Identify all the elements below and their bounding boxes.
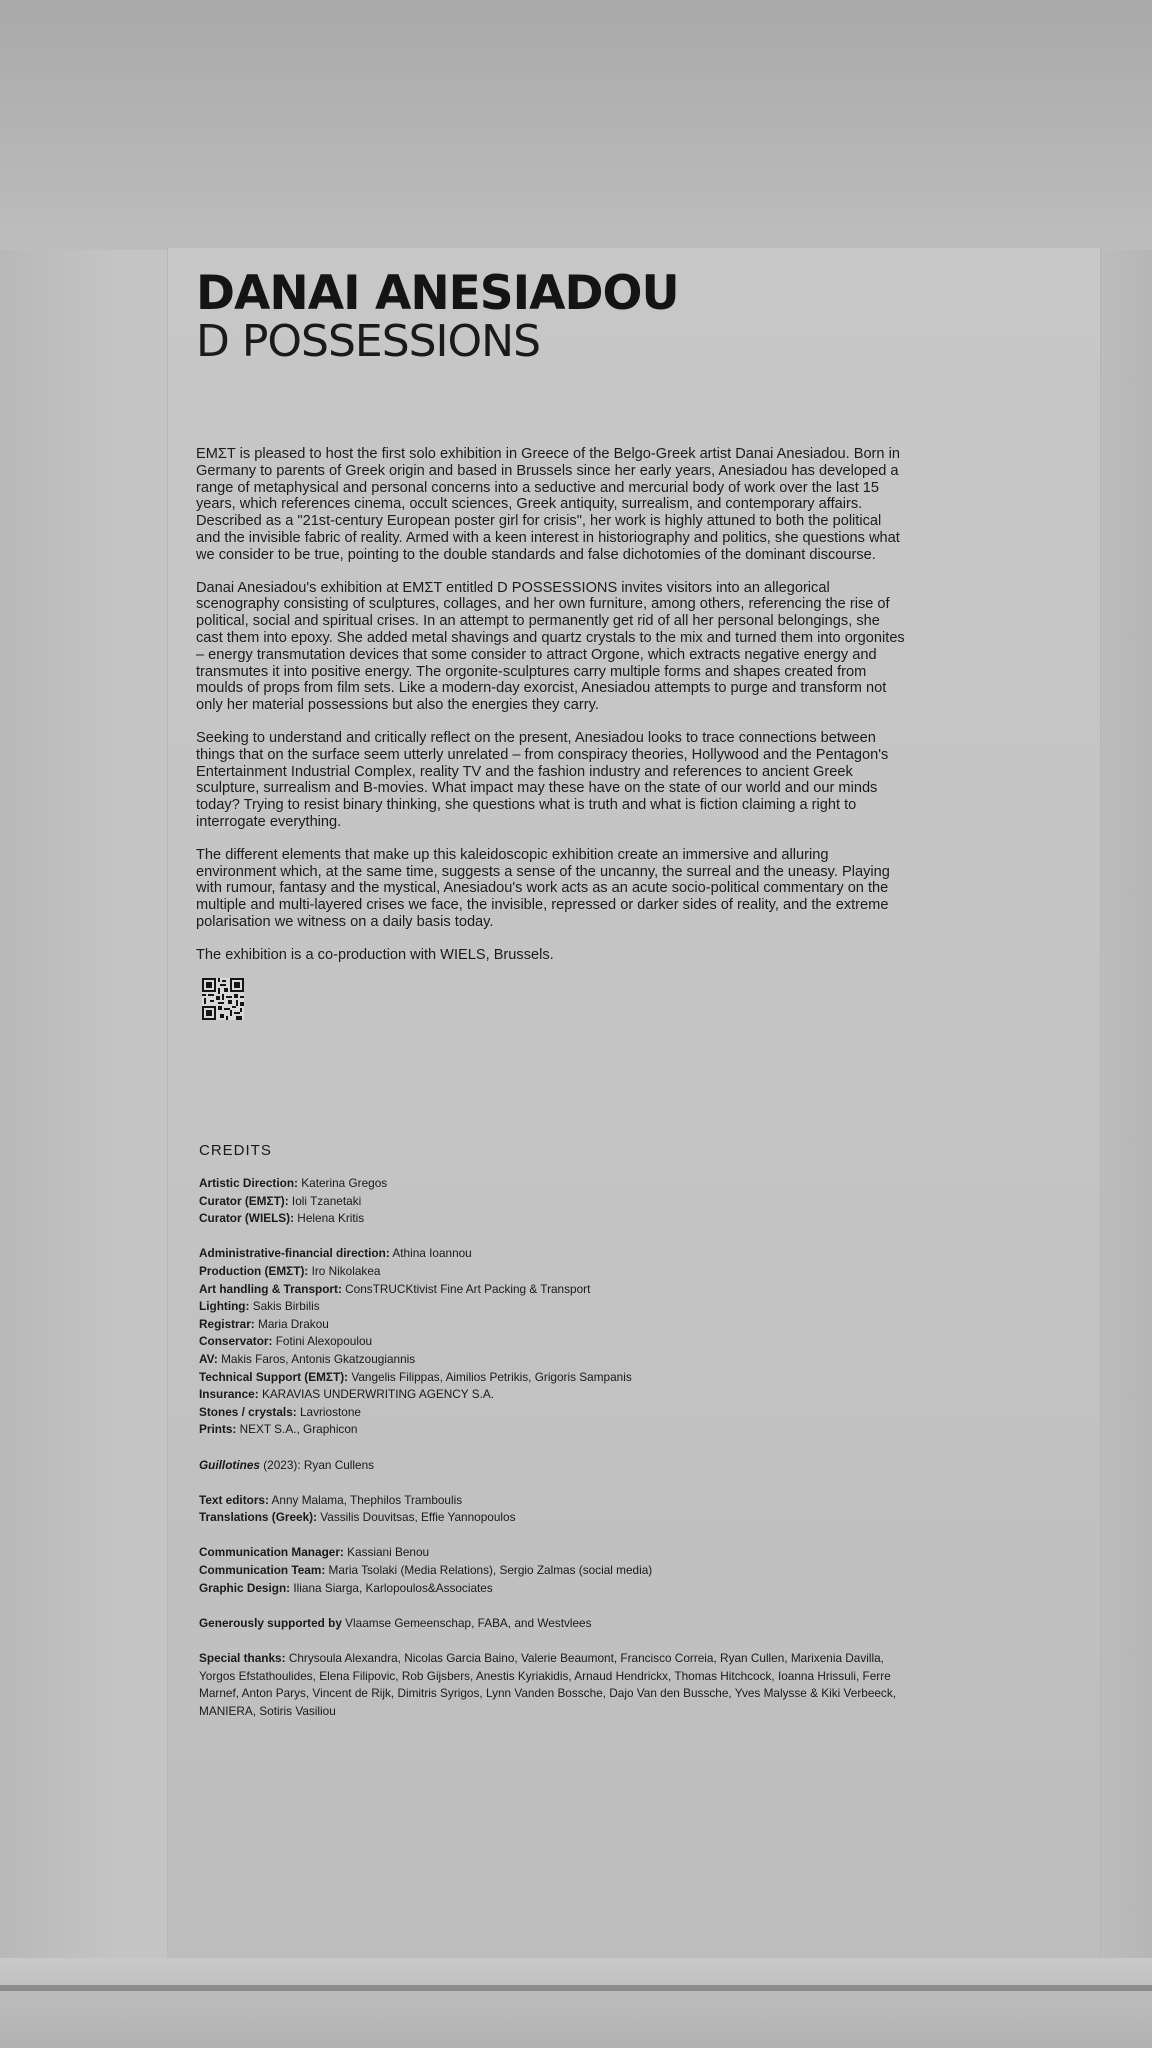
exhibition-description: [196, 446, 906, 964]
credit-value: Maria Tsolaki (Media Relations), Sergio Zalmas (social media): [325, 1563, 653, 1578]
credit-line: [199, 1316, 899, 1334]
credit-role: Curator (EMΣT):: [199, 1193, 289, 1208]
credit-value: Kassiani Benou: [343, 1545, 430, 1560]
credit-value: Makis Faros, Antonis Gkatzougiannis: [217, 1351, 416, 1366]
credit-role: Conservator:: [199, 1334, 273, 1349]
credit-group-curators: [199, 1175, 899, 1228]
credit-line: [199, 1210, 899, 1228]
credit-value: Chrysoula Alexandra, Nicolas Garcia Baino, Valerie Beaumont, Francisco Correia, Ryan Cullen, Marixenia Davilla, Yorgos Efstathoulides, Elena Filipovic, Rob Gijsbers, Anestis Kyriakidis, Arnaud Hendrickx, Thomas Hitchcock, Ioanna Hrissuli, Ferre Marnef, Anton Parys, Vincent de Rijk, Dimitris Syrigos, Lynn Vanden Bossche, Dajo Van den Bussche, Yves Malysse & Kiki Verbeeck, MANIERA, Sotiris Vasiliou: [199, 1651, 897, 1718]
description-paragraph: The exhibition is a co-production with WIELS, Brussels.: [196, 946, 554, 963]
artist-name: DANAI ANESIADOU: [196, 266, 679, 321]
credit-value: Iliana Siarga, Karlopoulos&Associates: [290, 1580, 493, 1595]
credit-group-thanks: [199, 1650, 899, 1720]
credit-role: Stones / crystals:: [199, 1404, 297, 1419]
credit-group-production: [199, 1245, 899, 1439]
credit-value: Ioli Tzanetaki: [288, 1193, 362, 1208]
credit-role: Text editors:: [199, 1492, 269, 1507]
credit-line: [199, 1562, 899, 1580]
description-paragraph: Danai Anesiadou's exhibition at EMΣT entitled D POSSESSIONS invites visitors into an allegorical scenography consisting of sculptures, collages, and her own furniture, among others, referencing the rise of political, social and spiritual crises. In an attempt to permanently get rid of all her personal belongings, she cast them into epoxy. She added metal shavings and quartz crystals to the mix and turned them into orgonites – energy transmutation devices that some consider to attract Orgone, which extracts negative energy and transmutes it into positive energy. The orgonite-sculptures carry multiple forms and shapes created from moulds of props from film sets. Like a modern-day exorcist, Anesiadou attempts to purge and transform not only her material possessions but also the energies they carry.: [196, 579, 905, 714]
credit-group-support: [199, 1615, 899, 1633]
credit-value: Vangelis Filippas, Aimilios Petrikis, Grigoris Sampanis: [348, 1369, 632, 1384]
credit-line: [199, 1245, 899, 1263]
credit-line: [199, 1263, 899, 1281]
credit-role: Production (EMΣT):: [199, 1263, 309, 1278]
wall-skirting: [0, 1958, 1152, 1986]
credit-value: ConsTRUCKtivist Fine Art Packing & Transport: [341, 1281, 591, 1296]
credit-value: (2023): Ryan Cullens: [259, 1457, 375, 1472]
description-paragraph: Seeking to understand and critically reflect on the present, Anesiadou looks to trace connections between things that on the surface seem utterly unrelated – from conspiracy theories, Hollywood and the Pentagon's Entertainment Industrial Complex, reality TV and the fashion industry and references to ancient Greek sculpture, surrealism and B-movies. What impact may these have on the state of our world and our minds today? Trying to resist binary thinking, she questions what is truth and what is fiction claiming a right to interrogate everything.: [196, 729, 889, 830]
credits-section: [199, 1142, 899, 1738]
credit-role: Art handling & Transport:: [199, 1281, 342, 1296]
credit-value: Vlaamse Gemeenschap, FABA, and Westvlees: [341, 1615, 592, 1630]
credit-role: Communication Manager:: [199, 1545, 344, 1560]
credit-value: Vassilis Douvitsas, Effie Yannopoulos: [317, 1510, 516, 1525]
credit-line: [199, 1421, 899, 1439]
credit-group-communication: [199, 1544, 899, 1597]
credit-role: AV:: [199, 1351, 218, 1366]
credit-line: [199, 1351, 899, 1369]
credit-role: Special thanks:: [199, 1651, 286, 1666]
credits-title: CREDITS: [199, 1142, 272, 1159]
credit-value: KARAVIAS UNDERWRITING AGENCY S.A.: [258, 1387, 495, 1402]
credit-line: [199, 1457, 899, 1475]
credit-line: [199, 1298, 899, 1316]
wall-background: [0, 0, 1152, 250]
credit-group-editors: [199, 1492, 899, 1527]
wall-text-content: [196, 266, 906, 1025]
credit-line: [199, 1333, 899, 1351]
credit-group-work: [199, 1457, 899, 1475]
credit-role: Translations (Greek):: [199, 1510, 318, 1525]
credit-role: Registrar:: [199, 1316, 255, 1331]
exhibition-title: D POSSESSIONS: [196, 316, 541, 367]
credit-role: Technical Support (EMΣT):: [199, 1369, 349, 1384]
description-paragraph: The different elements that make up this kaleidoscopic exhibition create an immersive and alluring environment which, at the same time, suggests a sense of the uncanny, the surreal and the uneasy. Playing with rumour, fantasy and the mystical, Anesiadou's work acts as an acute socio-political commentary on the multiple and multi-layered crises we face, the invisible, repressed or darker sides of reality, and the extreme polarisation we witness on a daily basis today.: [196, 846, 890, 930]
credit-value: NEXT S.A., Graphicon: [236, 1422, 358, 1437]
credit-role: Curator (WIELS):: [199, 1211, 295, 1226]
credit-line: [199, 1369, 899, 1387]
description-paragraph: EMΣT is pleased to host the first solo exhibition in Greece of the Belgo-Greek artist Danai Anesiadou. Born in Germany to parents of Greek origin and based in Brussels since her early years, Anesiadou has developed a range of metaphysical and personal concerns into a seductive and mercurial body of work over the last 15 years, which references cinema, occult sciences, Greek antiquity, surrealism, and contemporary affairs. Described as a "21st-century European poster girl for crisis", her work is highly attuned to both the political and the invisible fabric of reality. Armed with a keen interest in historiography and politics, she questions what we consider to be true, pointing to the double standards and false dichotomies of the dominant discourse.: [196, 446, 900, 563]
credit-line: [199, 1175, 899, 1193]
credit-line: [199, 1386, 899, 1404]
credit-work-title: Guillotines: [199, 1457, 260, 1472]
credit-line: [199, 1281, 899, 1299]
credit-role: Lighting:: [199, 1299, 250, 1314]
credit-line: [199, 1650, 899, 1720]
credit-value: Helena Kritis: [294, 1211, 365, 1226]
credit-role: Generously supported by: [199, 1615, 342, 1630]
credit-line: [199, 1193, 899, 1211]
credit-role: Artistic Direction:: [199, 1176, 298, 1190]
credit-role: Insurance:: [199, 1387, 259, 1402]
credit-line: [199, 1509, 899, 1527]
credit-value: Sakis Birbilis: [249, 1299, 320, 1314]
credit-line: [199, 1492, 899, 1510]
credit-role: Graphic Design:: [199, 1580, 291, 1595]
credit-value: Lavriostone: [296, 1404, 361, 1419]
credit-value: Fotini Alexopoulou: [272, 1334, 373, 1349]
credit-line: [199, 1615, 899, 1633]
credit-role: Communication Team:: [199, 1563, 326, 1578]
credit-value: Anny Malama, Thephilos Tramboulis: [268, 1492, 463, 1507]
qr-code-icon[interactable]: [202, 978, 244, 1020]
credit-value: Athina Ioannou: [389, 1246, 472, 1261]
credit-value: Iro Nikolakea: [308, 1263, 381, 1278]
credit-line: [199, 1404, 899, 1422]
credit-role: Administrative-financial direction:: [199, 1246, 390, 1261]
floor: [0, 1985, 1152, 2048]
credit-line: [199, 1580, 899, 1598]
credit-value: Katerina Gregos: [297, 1176, 388, 1190]
credit-line: [199, 1544, 899, 1562]
credit-role: Prints:: [199, 1422, 237, 1437]
credit-value: Maria Drakou: [254, 1316, 329, 1331]
